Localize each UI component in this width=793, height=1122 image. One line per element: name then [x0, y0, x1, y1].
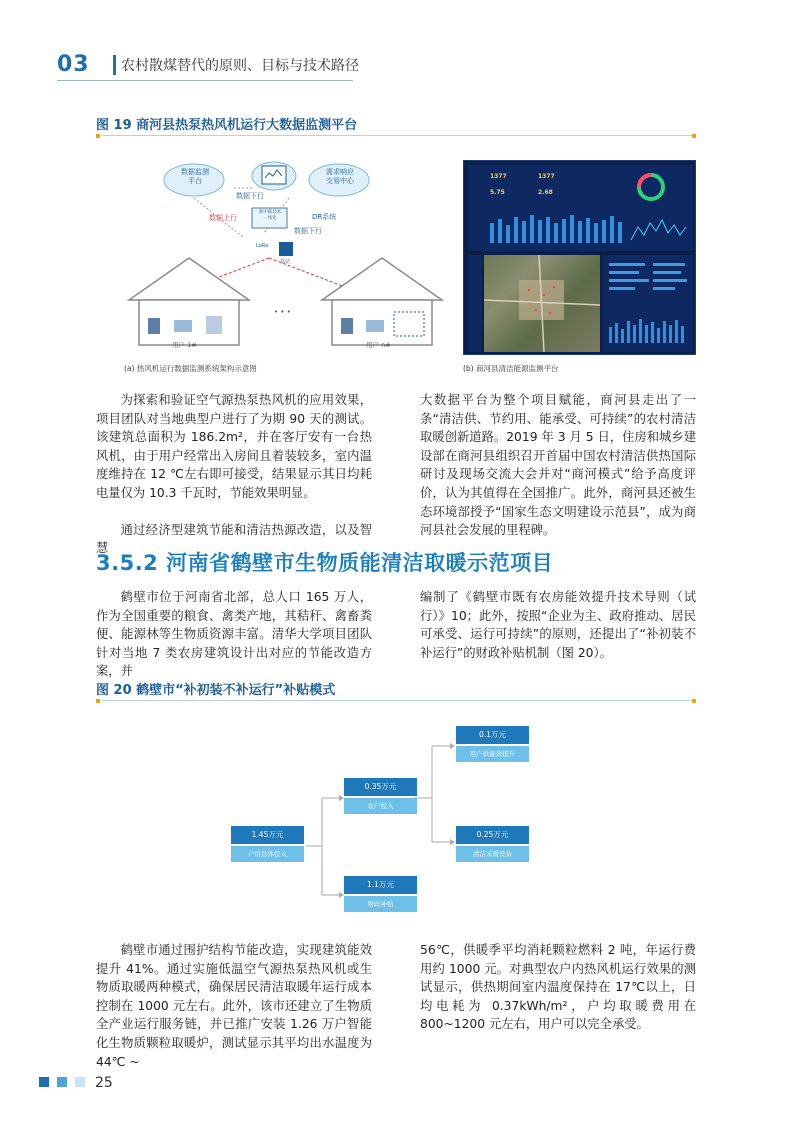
body-left-2 [96, 588, 372, 681]
node-farmer-investment-label: 农户投入 [344, 798, 417, 814]
node-efficiency-upgrade-value: 0.1万元 [456, 726, 529, 744]
dashboard-satellite-map [484, 255, 600, 352]
chapter-number: 03 [57, 52, 90, 77]
dashboard-stat-3: 5.75 [490, 189, 505, 196]
gateway-label: 新中联技术 一体化 [258, 210, 282, 221]
data-down-label-1: 数据下行 [236, 192, 264, 200]
node-total-investment [231, 826, 304, 862]
figure20-title: 图 20 鹤壁市“补初装不补运行”补贴模式 [96, 683, 336, 698]
base-station-label: 基站 [280, 259, 291, 265]
body-left-3-paragraph: 鹤壁市通过围护结构节能改造，实现建筑能效提升 41%。通过实施低温空气源热泵热风机或生物质取暖两种模式，确保居民清洁取暖年运行成本控制在 1000 元左右。此外，该市还建立了生物质全产业运行服务链，并已推广安装 1.26 万户智能化生物质颗粒取暖炉，测试显示其平均出水温度为 44℃ ~ [96, 943, 372, 1069]
figure20-title-line [102, 700, 692, 701]
node-fiscal-subsidy-label: 财政补贴 [344, 896, 417, 912]
demand-response-label: 需求响应 交易中心 [326, 168, 354, 185]
dashboard-right-panel [603, 255, 693, 352]
node-clean-heating-equipment-value: 0.25万元 [456, 826, 529, 844]
body-left-3 [96, 941, 372, 1071]
data-down-label-2: 数据下行 [294, 227, 322, 235]
section-title: 3.5.2 河南省鹤壁市生物质能清洁取暖示范项目 [96, 551, 554, 575]
figure20-line-right-dot [692, 699, 696, 703]
node-total-investment-value: 1.45万元 [231, 826, 304, 844]
figure19-line-right-dot [692, 134, 696, 138]
dashboard-side-menu [468, 255, 482, 352]
node-efficiency-upgrade-label: 用户供能效提升 [456, 746, 529, 762]
body-right-1 [420, 391, 696, 540]
chapter-title: 农村散煤替代的原则、目标与技术路径 [121, 58, 359, 74]
user-1-label: 用户 1# [172, 341, 197, 349]
node-clean-heating-equipment [456, 826, 529, 862]
chapter-bar [113, 55, 116, 75]
platform-label: 数据监测 平台 [181, 168, 209, 185]
body-right-3-paragraph: 56℃，供暖季平均消耗颗粒燃料 2 吨，年运行费用约 1000 元。对典型农户内热风机运行效果的测试显示，供热期间室内温度保持在 17℃以上，日均电耗为 0.37kWh/m²，户均取暖费用在 800~1200 元左右，用户可以完全承受。 [420, 943, 696, 1032]
figure19-title-line [102, 135, 692, 136]
footer-square-1 [39, 1077, 49, 1087]
figure19-caption-b: (b) 商河县清洁能源监测平台 [463, 364, 559, 373]
node-fiscal-subsidy-value: 1.1万元 [344, 876, 417, 894]
node-clean-heating-equipment-label: 清洁采暖设备 [456, 846, 529, 862]
dashboard-stat-2: 1377 [538, 173, 555, 180]
node-farmer-investment-value: 0.35万元 [344, 778, 417, 796]
dashboard-right-charts [603, 255, 693, 352]
body-left-2-paragraph: 鹤壁市位于河南省北部，总人口 165 万人，作为全国重要的粮食、禽类产地，其秸秆、禽畜粪便、能源林等生物质资源丰富。清华大学项目团队针对当地 7 类农房建筑设计出对应的节能改造方案，并 [96, 590, 372, 679]
node-fiscal-subsidy [344, 876, 417, 912]
figure19-line-left-dot [96, 134, 100, 138]
data-up-label: 数据上行 [209, 214, 237, 222]
architecture-diagram [124, 158, 444, 353]
dashboard-map-graphics [484, 255, 600, 352]
footer-square-3 [75, 1077, 85, 1087]
dashboard-top-panel [468, 165, 693, 251]
body-left-1 [96, 391, 372, 558]
chapter-underline [57, 80, 353, 81]
figure19-title: 图 19 商河县热泵热风机运行大数据监测平台 [96, 118, 358, 133]
body-right-1-paragraph: 大数据平台为整个项目赋能，商河县走出了一条“清洁供、节约用、能承受、可持续”的农村清洁取暖创新道路。2019 年 3 月 5 日，住房和城乡建设部在商河县组织召开首届中国农村清洁供热国际研讨及现场交流大会并对“商河模式”给予高度评价，认为其值得在全国推广。此外，商河县还被生态环境部授予“国家生态文明建设示范县”，成为商河县社会发展的里程碑。 [420, 393, 696, 538]
dr-system-label: DR系统 [312, 213, 337, 221]
page-number: 25 [95, 1075, 113, 1091]
node-efficiency-upgrade [456, 726, 529, 762]
footer-square-2 [57, 1077, 67, 1087]
figure19-caption-a: (a) 热风机运行数据监测系统架构示意图 [124, 364, 257, 373]
body-right-2 [420, 588, 696, 662]
dashboard-charts [468, 165, 693, 251]
monitoring-dashboard [463, 160, 696, 355]
node-total-investment-label: 户用总体投入 [231, 846, 304, 862]
ellipsis: • • • [274, 308, 291, 316]
node-farmer-investment [344, 778, 417, 814]
user-n-label: 用户 n# [366, 341, 391, 349]
architecture-diagram-graphics [124, 158, 444, 353]
lora-label: LoRa [256, 243, 269, 249]
dashboard-stat-1: 1377 [490, 173, 507, 180]
dashboard-stat-4: 2.68 [538, 189, 553, 196]
body-right-3 [420, 941, 696, 1034]
body-right-2-paragraph: 编制了《鹤壁市既有农房能效提升技术导则（试行）》10；此外，按照“企业为主、政府推动、居民可承受、运行可持续”的原则，还提出了“补初装不补运行”的财政补贴机制（图 20）。 [420, 590, 696, 660]
body-left-1-paragraph-2: 通过经济型建筑节能和清洁热源改造，以及智慧 [96, 522, 372, 556]
body-left-1-paragraph-1: 为探索和验证空气源热泵热风机的应用效果，项目团队对当地典型户进行了为期 90 天的测试。该建筑总面积为 186.2m²，并在客厅安有一台热风机，由于用户经常出入房间且着装较多，室内温度维持在 12 ℃左右即可接受，结果显示其日均耗电量仅为 10.3 千瓦时，节能效果明显。 [96, 393, 372, 500]
figure20-line-left-dot [96, 699, 100, 703]
